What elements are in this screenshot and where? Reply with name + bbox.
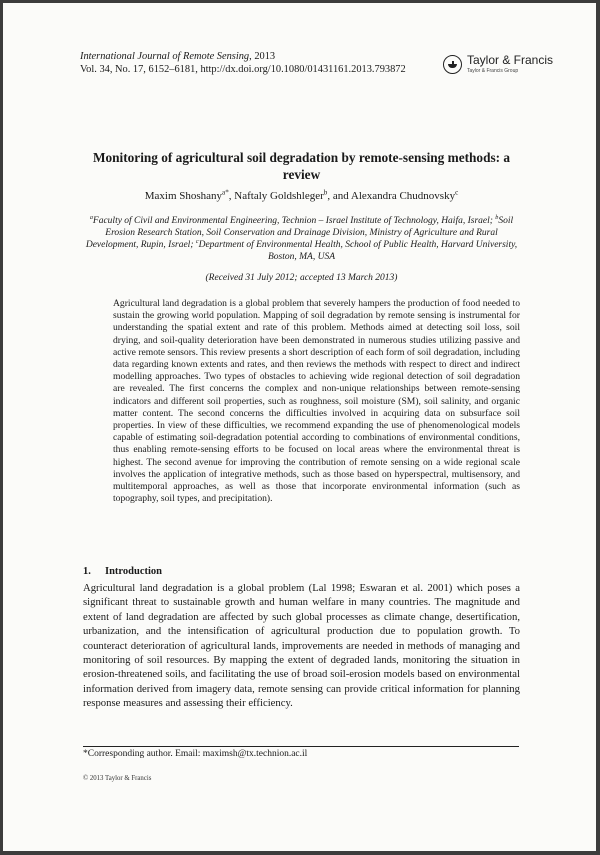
affiliations: $^a$Faculty of Civil and Environmental Engineering, Technion – Israel Institute of Technology, Haifa, Israel; $^b$Soil Erosion Research Station, Soil Conservation and Drainage Division, Ministry of Agriculture and Rural Development, Rupin, Israel; $^c$Department of Environmental Health, School of Public Health, Harvard University, Boston, MA, USA: [85, 214, 518, 262]
author-sup: c: [455, 188, 459, 197]
received-dates: (Received 31 July 2012; accepted 13 March 2013): [205, 273, 398, 283]
section-title: Introduction: [105, 566, 162, 577]
footnote-divider: [83, 746, 519, 747]
section-heading: [83, 566, 162, 577]
section-number: 1.: [83, 566, 91, 577]
document-page: [3, 3, 596, 851]
affiliation: Soil Erosion Research Station, Soil Conservation and Drainage Division, Ministry of Agriculture and Rural Development, Rupin, Israel;: [85, 216, 514, 250]
affiliation: Faculty of Civil and Environmental Engineering, Technion – Israel Institute of Technology, Haifa, Israel;: [92, 216, 496, 226]
citation-line: Vol. 34, No. 17, 6152–6181, http://dx.doi.org/10.1080/01431161.2013.793872: [80, 64, 406, 75]
lamp-in-circle-icon: [443, 55, 462, 74]
copyright-notice: © 2013 Taylor & Francis: [83, 775, 152, 782]
affiliation: Department of Environmental Health, School of Public Health, Harvard University, Boston, MA, USA: [198, 240, 518, 262]
publisher-name: Taylor & Francis: [467, 53, 554, 67]
journal-header: [80, 50, 406, 76]
author-sup: b: [323, 188, 328, 197]
author-name: Naftaly Goldshleger: [234, 190, 324, 202]
author-list: Maxim Shoshany$^{a*}$, Naftaly Goldshleger$^b$, and Alexandra Chudnovsky$^c$: [144, 188, 459, 202]
publisher-subtitle: Taylor & Francis Group: [467, 68, 519, 74]
journal-year: , 2013: [249, 51, 276, 62]
corresponding-author-footnote: *Corresponding author. Email: maximsh@tx.technion.ac.il: [83, 749, 308, 759]
journal-name: International Journal of Remote Sensing: [80, 51, 250, 62]
abstract: Agricultural land degradation is a global problem that severely hampers the production of food needed to sustain the growing world population. Mapping of soil degradation by remote sensing is instrumental for understanding the spatial extent and rate of this problem. Methods aimed at detecting soil loss, soil drying, and soil-quality deterioration have been demonstrated in numerous studies utilizing passive and active remote sensors. This review presents a short description of each form of soil degradation, including data regarding known extents and rates, and then reviews the methods with respect to direct and indirect modelling approaches. Two types of obstacles to achieving wide regional detection of soil degradation are revealed. The first concerns the complex and non-unique relationships between remote-sensing indicators and different soil properties, such as roughness, soil moisture (SM), soil salinity, and organic matter content. The second concerns the difficulties involved in acquiring data on subsurface soil properties. In view of these difficulties, we recommend expanding the use of phenomenological models capable of estimating soil-degradation potential according to combinations of environmental conditions, thus enabling remote-sensing efforts to be focused on local areas where the environmental threat is highest. The second avenue for improving the contribution of remote sensing on a wide regional scale involves the application of integrative methods, such as those based on hyperspectral, multisensory, and multitemporal approaches, as well as those that incorporate environmental information (such as topography, soil types, and precipitation).: [113, 298, 520, 505]
publisher-logo: [443, 53, 554, 79]
author-name: Alexandra Chudnovsky: [350, 190, 456, 202]
author-name: Maxim Shoshany: [144, 190, 223, 202]
introduction-paragraph: Agricultural land degradation is a global problem (Lal 1998; Eswaran et al. 2001) which poses a significant threat to sustainable growth and human welfare in many countries. The magnitude and extent of land degradation are affected by such global processes as climate change, desertification, urbanization, and the intensification of agricultural production due to population growth. To counteract deterioration of agricultural lands, improvements are needed in methods of managing and monitoring of soil resources. By mapping the extent of degraded lands, monitoring the situation in erosion-threatened soils, and facilitating the use of broad soil-erosion models based on environmental information derived from imagery data, remote sensing can provide critical information for planning response measures and assessing their efficiency.: [83, 582, 520, 710]
author-sup: a*: [222, 188, 229, 197]
article-title: Monitoring of agricultural soil degradation by remote-sensing methods: a review: [92, 150, 511, 182]
